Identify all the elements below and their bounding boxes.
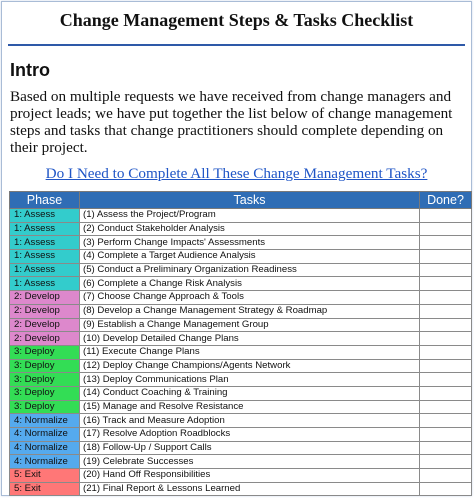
done-checkbox-cell[interactable] [420,455,472,469]
done-checkbox-cell[interactable] [420,209,472,223]
task-cell: (10) Develop Detailed Change Plans [80,332,420,346]
table-header-row [10,192,472,209]
table-row [10,209,472,223]
task-cell: (5) Conduct a Preliminary Organization Readiness [80,263,420,277]
done-checkbox-cell[interactable] [420,359,472,373]
phase-cell: 2: Develop [10,291,80,305]
page-title: Change Management Steps & Tasks Checklist [59,10,414,30]
task-cell: (4) Complete a Target Audience Analysis [80,250,420,264]
done-checkbox-cell[interactable] [420,236,472,250]
phase-cell: 3: Deploy [10,386,80,400]
table-row [10,455,472,469]
table-row [10,428,472,442]
table-row [10,222,472,236]
checklist-table [9,191,472,496]
table-row [10,250,472,264]
phase-cell: 1: Assess [10,222,80,236]
task-cell: (14) Conduct Coaching & Training [80,386,420,400]
phase-cell: 3: Deploy [10,345,80,359]
intro-heading: Intro [10,60,50,80]
done-checkbox-cell[interactable] [420,277,472,291]
task-cell: (15) Manage and Resolve Resistance [80,400,420,414]
table-row [10,400,472,414]
phase-cell: 3: Deploy [10,359,80,373]
phase-cell: 1: Assess [10,263,80,277]
phase-cell: 1: Assess [10,250,80,264]
table-row [10,482,472,496]
task-cell: (13) Deploy Communications Plan [80,373,420,387]
task-cell: (11) Execute Change Plans [80,345,420,359]
phase-cell: 5: Exit [10,469,80,483]
phase-cell: 1: Assess [10,236,80,250]
done-checkbox-cell[interactable] [420,400,472,414]
done-checkbox-cell[interactable] [420,263,472,277]
phase-cell: 2: Develop [10,332,80,346]
phase-cell: 3: Deploy [10,400,80,414]
phase-cell: 3: Deploy [10,373,80,387]
done-checkbox-cell[interactable] [420,373,472,387]
table-row [10,386,472,400]
task-cell: (6) Complete a Change Risk Analysis [80,277,420,291]
task-cell: (12) Deploy Change Champions/Agents Network [80,359,420,373]
table-row [10,318,472,332]
done-checkbox-cell[interactable] [420,482,472,496]
done-checkbox-cell[interactable] [420,428,472,442]
header-done: Done? [420,192,472,209]
table-row [10,441,472,455]
phase-cell: 1: Assess [10,277,80,291]
table-row [10,291,472,305]
done-checkbox-cell[interactable] [420,318,472,332]
document-frame [1,1,472,496]
task-cell: (2) Conduct Stakeholder Analysis [80,222,420,236]
done-checkbox-cell[interactable] [420,332,472,346]
table-row [10,304,472,318]
task-cell: (19) Celebrate Successes [80,455,420,469]
phase-cell: 1: Assess [10,209,80,223]
phase-cell: 2: Develop [10,318,80,332]
title-divider [8,44,465,46]
phase-cell: 5: Exit [10,482,80,496]
table-row [10,332,472,346]
phase-cell: 4: Normalize [10,414,80,428]
done-checkbox-cell[interactable] [420,414,472,428]
task-cell: (9) Establish a Change Management Group [80,318,420,332]
table-row [10,263,472,277]
task-cell: (7) Choose Change Approach & Tools [80,291,420,305]
table-row [10,359,472,373]
task-cell: (16) Track and Measure Adoption [80,414,420,428]
table-row [10,345,472,359]
task-cell: (8) Develop a Change Management Strategy & Roadmap [80,304,420,318]
task-cell: (1) Assess the Project/Program [80,209,420,223]
table-row [10,277,472,291]
phase-cell: 4: Normalize [10,455,80,469]
done-checkbox-cell[interactable] [420,222,472,236]
table-row [10,469,472,483]
done-checkbox-cell[interactable] [420,441,472,455]
table-row [10,414,472,428]
header-phase: Phase [10,192,80,209]
phase-cell: 4: Normalize [10,441,80,455]
done-checkbox-cell[interactable] [420,469,472,483]
phase-cell: 2: Develop [10,304,80,318]
task-cell: (3) Perform Change Impacts' Assessments [80,236,420,250]
header-tasks: Tasks [80,192,420,209]
table-row [10,373,472,387]
phase-cell: 4: Normalize [10,428,80,442]
intro-paragraph: Based on multiple requests we have received from change managers and project leads; we have put together the list below of change management steps and tasks that change practitioners should complete depending on their project. [10,88,453,156]
done-checkbox-cell[interactable] [420,304,472,318]
done-checkbox-cell[interactable] [420,345,472,359]
done-checkbox-cell[interactable] [420,250,472,264]
task-cell: (20) Hand Off Responsibilities [80,469,420,483]
done-checkbox-cell[interactable] [420,291,472,305]
task-cell: (21) Final Report & Lessons Learned [80,482,420,496]
task-cell: (17) Resolve Adoption Roadblocks [80,428,420,442]
task-cell: (18) Follow-Up / Support Calls [80,441,420,455]
done-checkbox-cell[interactable] [420,386,472,400]
tasks-link[interactable]: Do I Need to Complete All These Change Management Tasks? [45,165,428,182]
table-row [10,236,472,250]
